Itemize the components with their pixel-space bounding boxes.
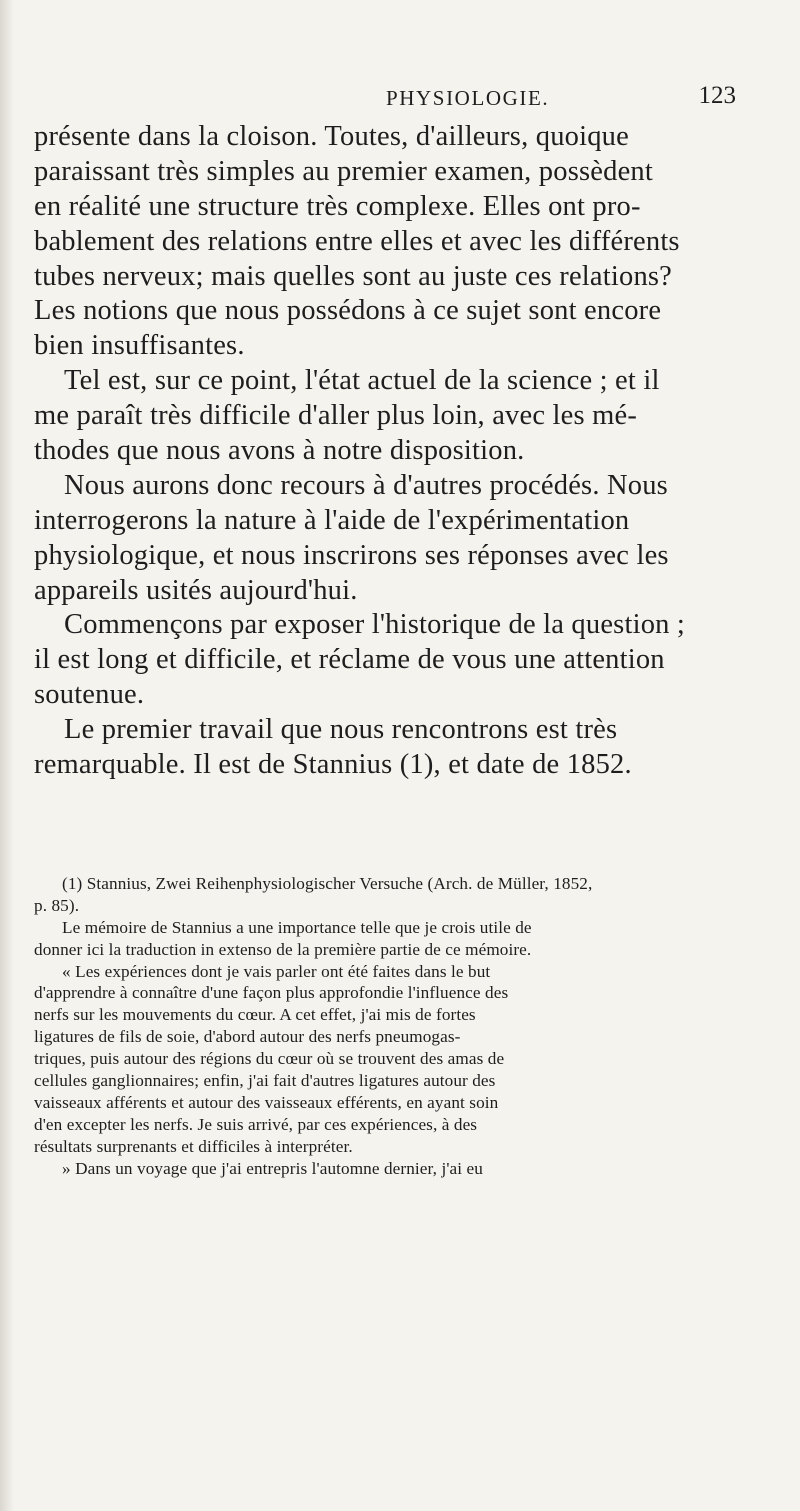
binding-shadow [0, 0, 14, 1511]
footnote-line: résultats surprenants et difficiles à interpréter. [34, 1136, 353, 1156]
body-line: bien insuffisantes. [34, 330, 245, 362]
body-line: thodes que nous avons à notre disposition. [34, 435, 525, 467]
footnote-line: « Les expériences dont je vais parler ont été faites dans le but [62, 961, 491, 981]
body-line: paraissant très simples au premier examen, possèdent [34, 155, 654, 187]
footnote-line: d'apprendre à connaître d'une façon plus approfondie l'influence des [34, 983, 509, 1003]
body-line: en réalité une structure très complexe. Elles ont pro- [34, 190, 641, 222]
footnote-line: donner ici la traduction in extenso de la première partie de ce mémoire. [34, 939, 532, 959]
footnote-line: » Dans un voyage que j'ai entrepris l'automne dernier, j'ai eu [62, 1158, 483, 1178]
footnote-line: nerfs sur les mouvements du cœur. A cet effet, j'ai mis de fortes [34, 1005, 476, 1025]
footnote-line: (1) Stannius, Zwei Reihenphysiologischer Versuche (Arch. de Müller, 1852, [62, 874, 593, 893]
body-line: me paraît très difficile d'aller plus loin, avec les mé- [34, 400, 638, 432]
footnote-line: triques, puis autour des régions du cœur où se trouvent des amas de [34, 1049, 505, 1069]
footnote-line: vaisseaux afférents et autour des vaisseaux efférents, en ayant soin [34, 1092, 499, 1112]
page-number: 123 [698, 82, 736, 109]
body-line: Nous aurons donc recours à d'autres procédés. Nous [64, 469, 668, 501]
body-line: bablement des relations entre elles et avec les différents [34, 225, 680, 257]
body-line: soutenue. [34, 679, 145, 711]
footnote-line: cellules ganglionnaires; enfin, j'ai fait d'autres ligatures autour des [34, 1071, 496, 1091]
footnotes [34, 873, 774, 1179]
body-line: tubes nerveux; mais quelles sont au juste ces relations? [34, 260, 673, 292]
footnote-line: Le mémoire de Stannius a une importance telle que je crois utile de [62, 917, 532, 937]
footnote-line: d'en excepter les nerfs. Je suis arrivé, par ces expériences, à des [34, 1114, 478, 1134]
body-line: présente dans la cloison. Toutes, d'ailleurs, quoique [34, 121, 629, 152]
footnote-line: p. 85). [34, 895, 80, 915]
body-line: interrogerons la nature à l'aide de l'expérimentation [34, 504, 630, 536]
body-line: remarquable. Il est de Stannius (1), et date de 1852. [34, 749, 632, 781]
footnote-line: ligatures de fils de soie, d'abord autour des nerfs pneumogas- [34, 1027, 461, 1047]
running-head [236, 82, 736, 116]
body-line: Tel est, sur ce point, l'état actuel de la science ; et il [64, 365, 660, 397]
body-line: Le premier travail que nous rencontrons est très [64, 714, 618, 746]
body-line: appareils usités aujourd'hui. [34, 574, 358, 606]
body-line: il est long et difficile, et réclame de vous une attention [34, 644, 665, 676]
body-line: Les notions que nous possédons à ce sujet sont encore [34, 295, 662, 327]
body-text [34, 120, 774, 783]
body-line: Commençons par exposer l'historique de la question ; [64, 609, 686, 641]
body-line: physiologique, et nous inscrirons ses réponses avec les [34, 539, 669, 571]
running-title: PHYSIOLOGIE. [386, 86, 550, 110]
